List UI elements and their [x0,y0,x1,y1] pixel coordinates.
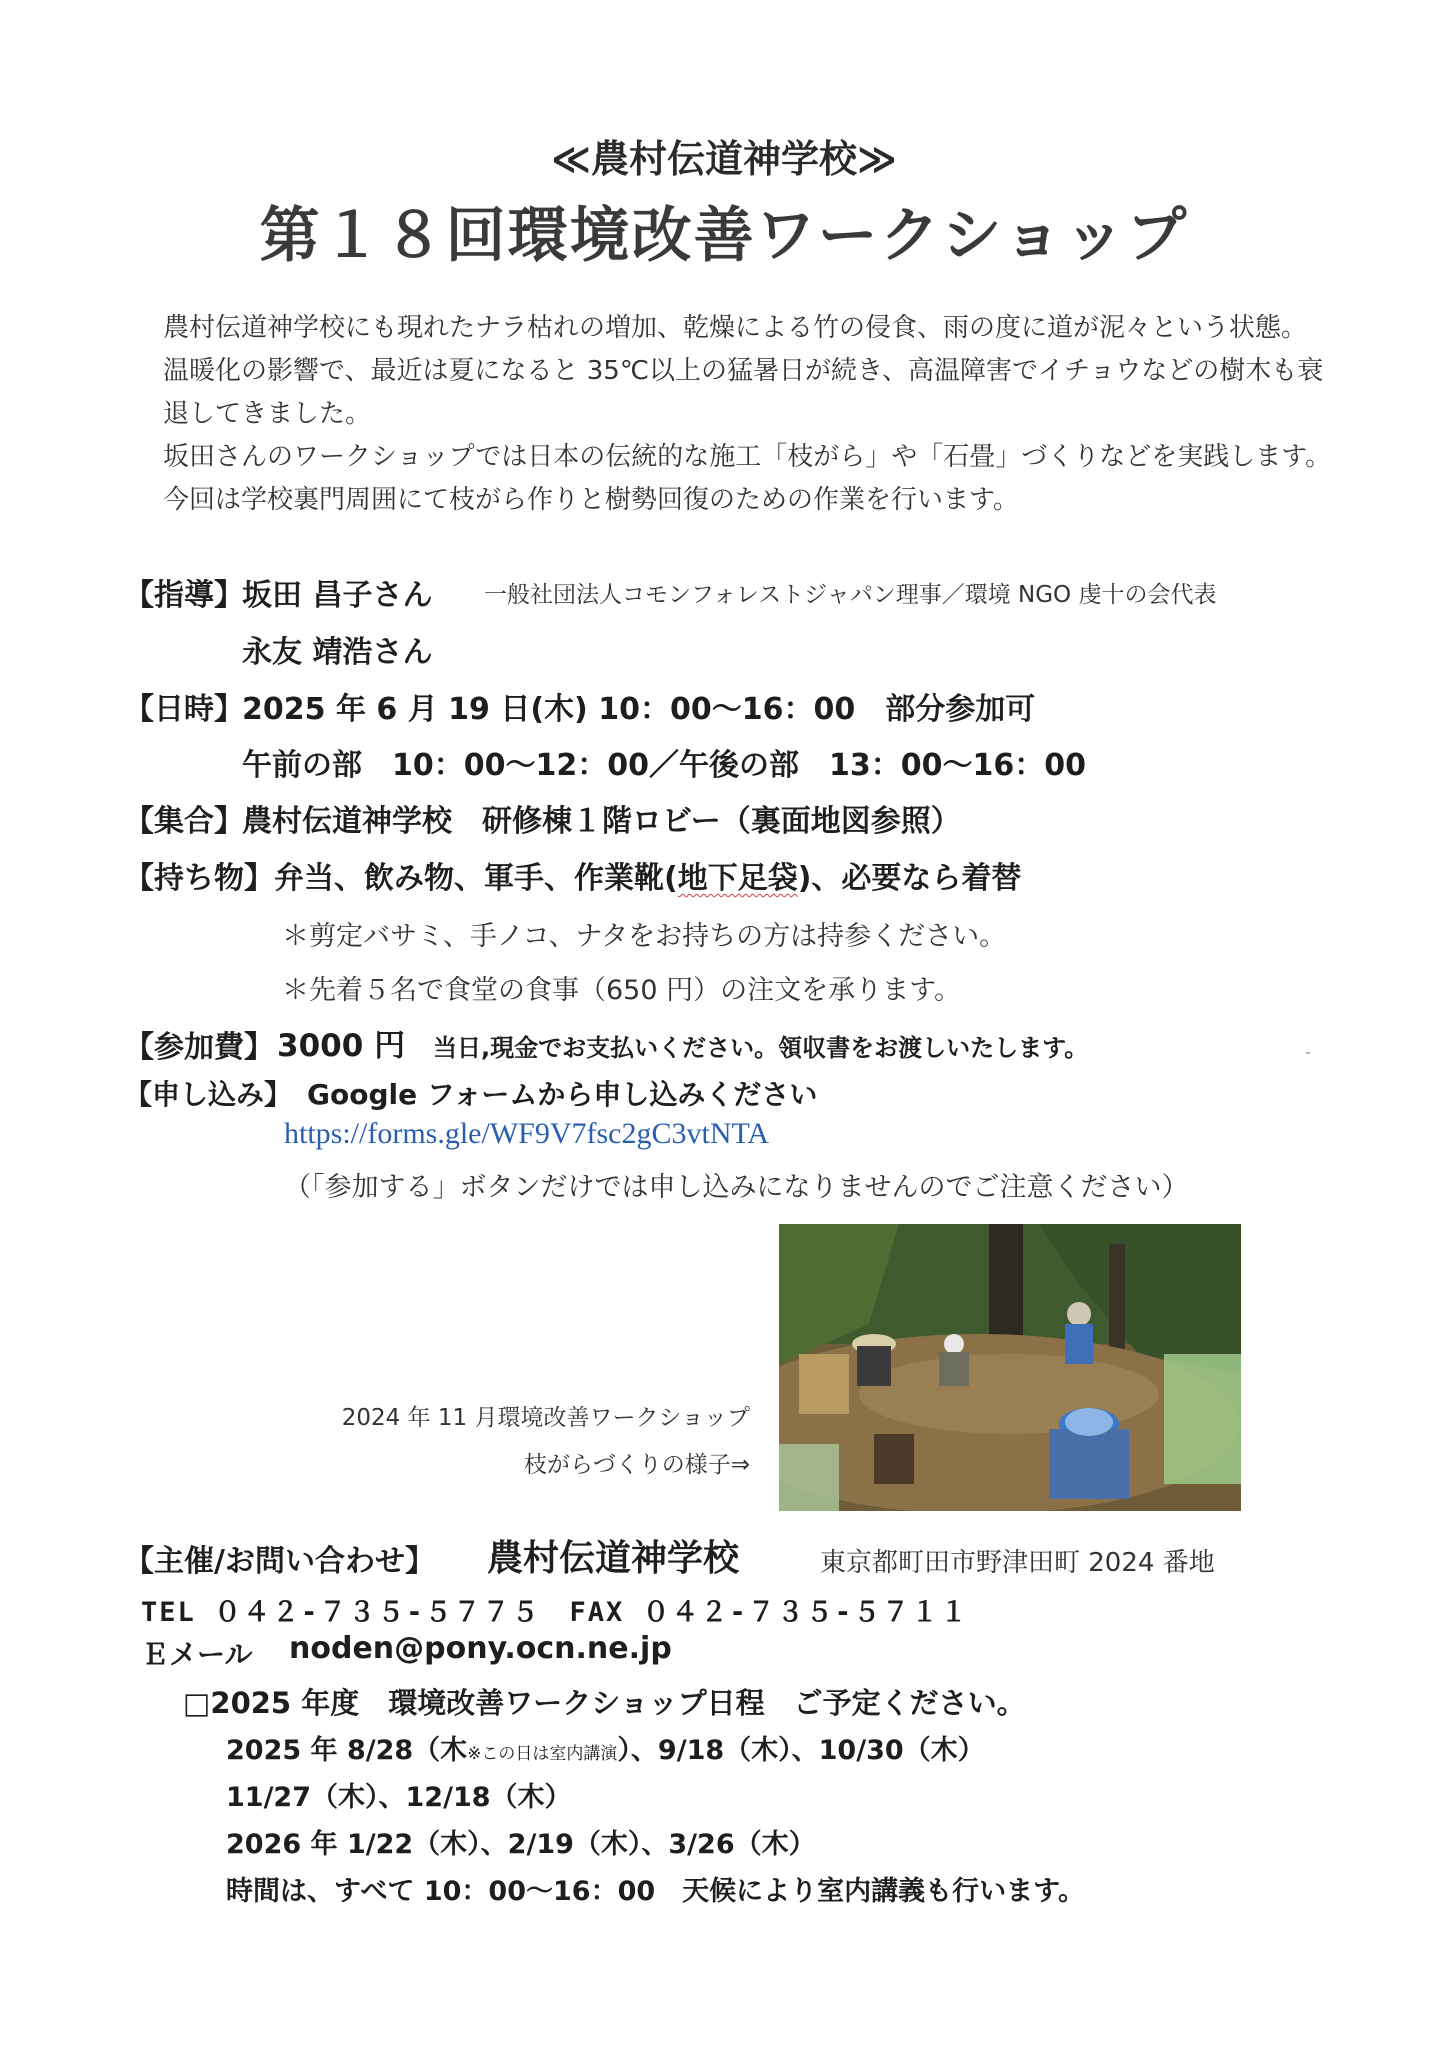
school-subtitle: ≪農村伝道神学校≫ [551,137,897,181]
photo-caption-1: 2024 年 11 月環境改善ワークショップ [341,1405,750,1431]
email-address[interactable]: noden@pony.ocn.ne.jp [289,1631,672,1666]
intro-line-4: 坂田さんのワークショップでは日本の伝統的な施工「枝がら」や「石畳」づくりなどを実践します。 [163,442,1332,472]
instructor-name-1: 坂田 昌子さん [242,578,433,613]
fee-label: 【参加費】 [124,1030,274,1065]
intro-line-5: 今回は学校裏門周囲にて枝がら作りと樹勢回復のための作業を行います。 [163,485,1019,515]
belongings-tabi: 地下足袋 [677,861,798,896]
belongings-note-2: ＊先着５名で食堂の食事（650 円）の注文を承ります。 [282,975,961,1006]
fee-amount: 3000 円 [277,1028,406,1064]
schedule-line-1: 2025 年 8/28（木※この日は室内講演）、9/18（木）、10/30（木） [226,1735,985,1766]
instructor-name-2: 永友 靖浩さん [242,635,433,670]
organizer-name: 農村伝道神学校 [487,1538,740,1579]
application-warning: （「参加する」ボタンだけでは申し込みになりませんのでご注意ください） [284,1172,1189,1203]
belongings-list: 弁当、飲み物、軍手、作業靴(地下足袋)、必要なら着替 [274,861,1022,896]
photo-caption-2: 枝がらづくりの様子⇒ [523,1452,750,1478]
intro-line-3: 退してきました。 [163,399,372,429]
intro-line-1: 農村伝道神学校にも現れたナラ枯れの増加、乾燥による竹の侵食、雨の度に道が泥々という状態。 [163,313,1308,343]
meeting-place: 農村伝道神学校 研修棟１階ロビー（裏面地図参照） [242,804,961,839]
schedule-indoor-note: ※この日は室内講演 [467,1744,618,1764]
email-label: Ｅメール [141,1638,253,1671]
fee-note: 当日,現金でお支払いください。領収書をお渡しいたします。 [433,1034,1089,1062]
application-label: 【申し込み】 [124,1078,293,1111]
schedule-line-4: 時間は、すべて 10：00～16：00 天候により室内講義も行います。 [226,1876,1085,1907]
belongings-label: 【持ち物】 [124,861,274,896]
application-instruction: Google フォームから申し込みください [307,1078,818,1111]
workshop-photo-illustration [779,1224,1241,1511]
datetime-sessions: 午前の部 10：00～12：00／午後の部 13：00～16：00 [242,748,1086,783]
organizer-address: 東京都町田市野津田町 2024 番地 [820,1548,1215,1578]
page-title: 第１８回環境改善ワークショップ [259,201,1189,271]
schedule-line-3: 2026 年 1/22（木）、2/19（木）、3/26（木） [226,1829,816,1860]
instructor-affiliation: 一般社団法人コモンフォレストジャパン理事／環境 NGO 虔十の会代表 [484,582,1217,608]
instructor-label: 【指導】 [124,578,244,613]
datetime-main: 2025 年 6 月 19 日(木) 10：00～16：00 部分参加可 [242,692,1036,727]
application-form-link[interactable]: https://forms.gle/WF9V7fsc2gC3vtNTA [284,1117,770,1150]
scan-speck [1306,1052,1310,1054]
belongings-note-1: ＊剪定バサミ、手ノコ、ナタをお持ちの方は持参ください。 [282,921,1007,952]
datetime-label: 【日時】 [124,692,244,727]
schedule-line-2: 11/27（木）、12/18（木） [226,1782,572,1813]
meeting-label: 【集合】 [124,804,244,839]
schedule-heading: □2025 年度 環境改善ワークショップ日程 ご予定ください。 [183,1686,1026,1720]
tel-fax: TEL ０４２-７３５-５７７５ FAX ０４２-７３５-５７１１ [141,1597,970,1628]
intro-line-2: 温暖化の影響で、最近は夏になると 35℃以上の猛暑日が続き、高温障害でイチョウなどの樹木も衰 [163,356,1324,386]
contact-label: 【主催/お問い合わせ】 [124,1544,435,1579]
workshop-photo [779,1224,1241,1511]
